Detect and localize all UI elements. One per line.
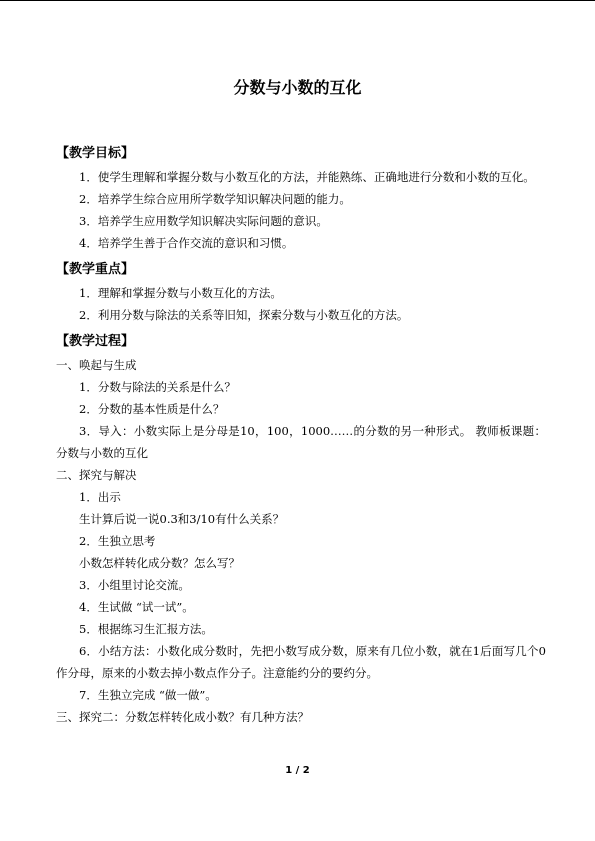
- process-line: 3．导入：小数实际上是分母是10，100，1000……的分数的另一种形式。 教师板课题：分数与小数的互化: [56, 424, 546, 460]
- process-line: 7．生独立完成 “做一做”。: [79, 688, 217, 702]
- process-stage-3: 三、探究二：分数怎样转化成小数？有几种方法？: [56, 710, 309, 724]
- process-stage-2: 二、探究与解决: [56, 468, 137, 482]
- page-title: 分数与小数的互化: [233, 78, 362, 97]
- goal-item-2: 2．培养学生综合应用所学数学知识解决问题的能力。: [79, 192, 351, 206]
- document-body: [56, 142, 546, 728]
- goal-item-1: 1．使学生理解和掌握分数与小数互化的方法，并能熟练、正确地进行分数和小数的互化。: [79, 170, 535, 184]
- process-line: 生计算后说一说0.3和3/10有什么关系？: [79, 512, 285, 526]
- process-line: 2．生独立思考: [79, 534, 156, 548]
- process-line: 小数怎样转化成分数？怎么写？: [79, 556, 240, 570]
- process-stage-1: 一、唤起与生成: [56, 358, 137, 372]
- page-number: 1 / 2: [285, 765, 310, 776]
- section-heading-process: 【教学过程】: [56, 334, 135, 349]
- top-border-line: [0, 0, 595, 1]
- keypoint-item-1: 1．理解和掌握分数与小数互化的方法。: [79, 286, 282, 300]
- section-heading-keypoints: 【教学重点】: [56, 262, 135, 277]
- section-heading-goals: 【教学目标】: [56, 146, 135, 161]
- process-line: 1．分数与除法的关系是什么？: [79, 380, 236, 394]
- process-line: 6．小结方法：小数化成分数时，先把小数写成分数，原来有几位小数，就在1后面写几个0作分母，原来的小数去掉小数点作分子。注意能约分的要约分。: [56, 644, 546, 680]
- goal-item-3: 3．培养学生应用数学知识解决实际问题的意识。: [79, 214, 328, 228]
- process-line: 2．分数的基本性质是什么？: [79, 402, 225, 416]
- process-line: 4．生试做 “试一试”。: [79, 600, 194, 614]
- process-line: 3．小组里讨论交流。: [79, 578, 190, 592]
- process-line: 5．根据练习生汇报方法。: [79, 622, 213, 636]
- keypoint-item-2: 2．利用分数与除法的关系等旧知，探索分数与小数互化的方法。: [79, 308, 409, 322]
- goal-item-4: 4．培养学生善于合作交流的意识和习惯。: [79, 236, 294, 250]
- process-line: 1．出示: [79, 490, 121, 504]
